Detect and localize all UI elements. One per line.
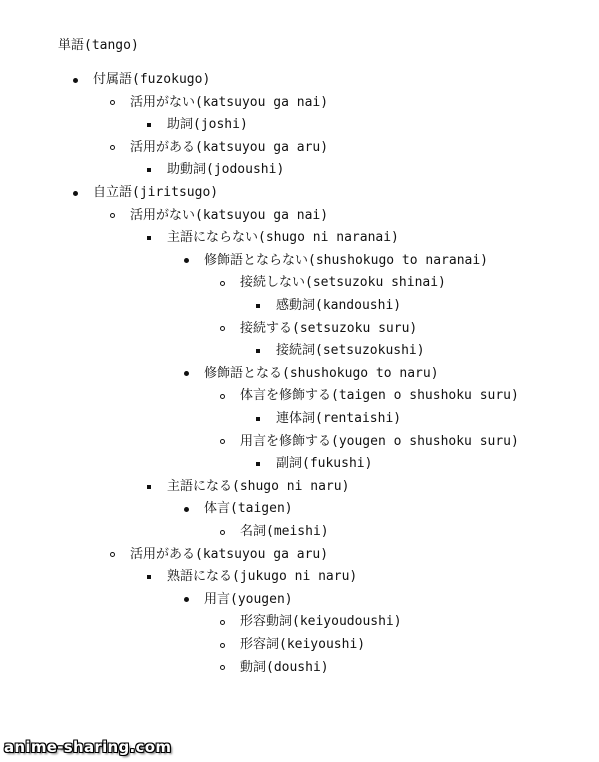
bullet-circle-icon [217,431,227,453]
bullet-circle-icon [107,205,117,227]
bullet-square-icon [253,408,263,430]
outline-item-label: 連体詞(rentaishi) [276,411,402,426]
outline-item-label: 副詞(fukushi) [276,456,373,472]
outline-item-label: 活用がある(katsuyou ga aru) [130,546,329,562]
bullet-circle-icon [217,657,227,679]
outline-item-label: 主語になる(shugo ni naru) [167,478,350,494]
bullet-circle-icon [217,521,227,543]
outline-item-label: 体言を修飾する(taigen o shushoku suru) [240,388,519,404]
bullet-dot-icon [70,182,80,204]
bullet-dot-icon [70,69,80,91]
bullet-square-icon [144,227,154,249]
bullet-square-icon [144,159,154,181]
outline-item-label: 接続しない(setsuzoku shinai) [240,275,446,291]
outline-item-label: 活用がない(katsuyou ga nai) [130,94,329,110]
outline-item-label: 接続する(setsuzoku suru) [240,320,418,336]
bullet-circle-icon [217,634,227,656]
bullet-circle-icon [107,92,117,114]
outline-item-label: 助詞(joshi) [167,117,248,133]
bullet-square-icon [144,566,154,588]
bullet-square-icon [253,340,263,362]
outline-item-label: 接続詞(setsuzokushi) [276,343,425,359]
outline-item-label: 感動詞(kandoushi) [276,298,402,313]
bullet-circle-icon [217,611,227,633]
bullet-circle-icon [107,544,117,566]
bullet-square-icon [144,114,154,136]
document-title: 単語(tango) [58,38,139,53]
outline-item-label: 修飾語とならない(shushokugo to naranai) [204,252,489,268]
bullet-square-icon [253,295,263,317]
bullet-circle-icon [217,385,227,407]
outline-item-label: 熟語になる(jukugo ni naru) [167,569,358,585]
outline-item-label: 付属語(fuzokugo) [93,72,211,87]
bullet-circle-icon [107,137,117,159]
outline-item-label: 活用がある(katsuyou ga aru) [130,139,329,155]
outline-item-label: 動詞(doushi) [240,659,329,675]
bullet-dot-icon [181,363,191,385]
bullet-square-icon [253,453,263,475]
bullet-square-icon [144,476,154,498]
bullet-circle-icon [217,318,227,340]
outline-item-label: 自立語(jiritsugo) [93,185,219,200]
bullet-dot-icon [181,498,191,520]
bullet-dot-icon [181,589,191,611]
outline-item-label: 用言を修飾する(yougen o shushoku suru) [240,433,519,449]
outline-item-label: 名詞(meishi) [240,524,329,539]
outline-item-label: 用言(yougen) [204,591,293,607]
outline-item-label: 主語にならない(shugo ni naranai) [167,230,399,246]
outline-item-label: 活用がない(katsuyou ga nai) [130,207,329,223]
outline-item-label: 形容動詞(keiyoudoushi) [240,614,402,630]
outline-item-label: 体言(taigen) [204,501,293,517]
watermark-text: anime-sharing.com [4,738,172,756]
bullet-circle-icon [217,272,227,294]
outline-item-label: 助動詞(jodoushi) [167,162,285,178]
outline-item-label: 修飾語となる(shushokugo to naru) [204,365,439,381]
outline-item-label: 形容詞(keiyoushi) [240,637,366,652]
bullet-dot-icon [181,250,191,272]
